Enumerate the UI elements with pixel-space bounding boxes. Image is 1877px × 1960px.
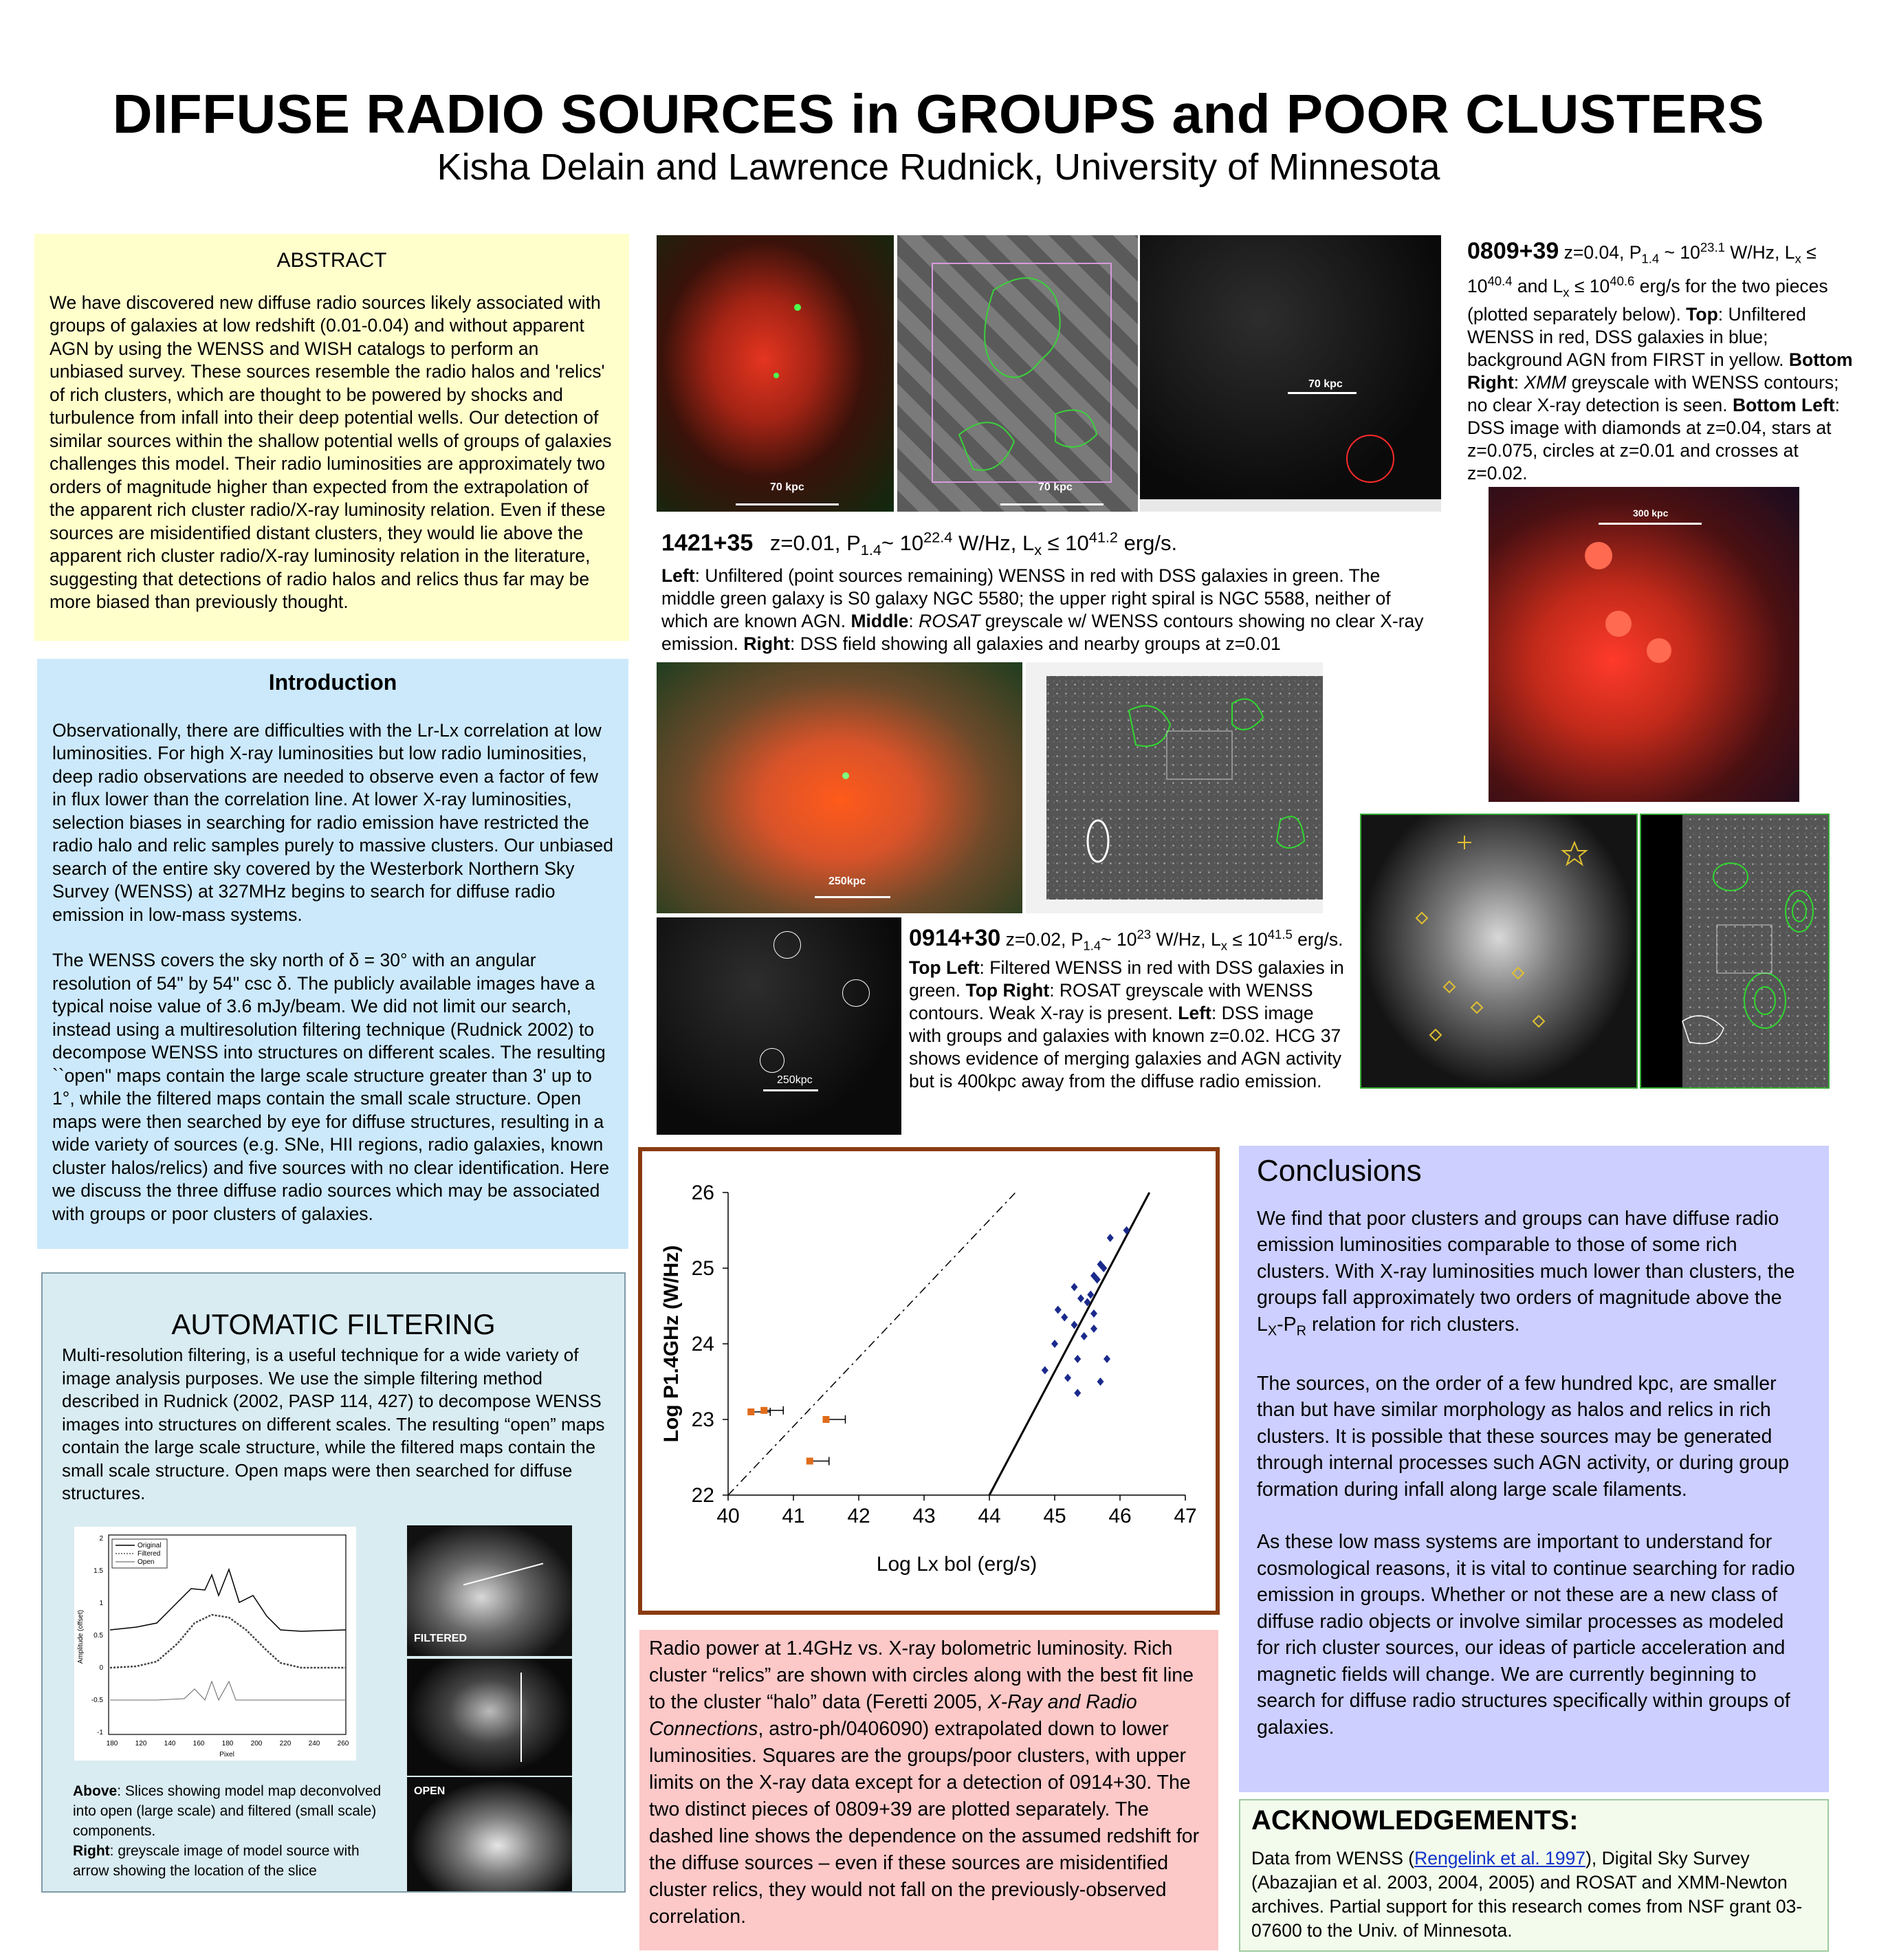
slice-xtick: 120	[135, 1740, 147, 1747]
relic-point	[1097, 1378, 1104, 1386]
slice-xtick: 180	[106, 1740, 118, 1747]
caption-right-label: Right	[73, 1843, 110, 1859]
image-0914-dss-field	[657, 917, 901, 1135]
slice-ytick: -1	[97, 1729, 103, 1736]
relic-point	[1090, 1309, 1097, 1318]
y-tick-label: 22	[691, 1484, 714, 1507]
image-0914-wenss-dss	[657, 662, 1022, 913]
slice-ylabel: Amplitude (offset)	[77, 1609, 85, 1664]
slice-xtick: 180	[221, 1740, 234, 1747]
slice-ytick: 1	[99, 1600, 103, 1607]
x-tick-label: 43	[912, 1505, 936, 1527]
image-0809-xmm-contours	[1640, 814, 1830, 1089]
caption-0809: 0809+39 z=0.04, $P_{1.4}$ ~ $10^{23.1}$ W/Hz, $L_x \le 10^{40.4}$ and $L_x \le 10^{40.6}$ erg/s for the two pieces (plotted separately below). Top: Unfiltered WENSS in red, DSS galaxies in blue; background AGN from FIRST in yellow. Bottom Right: XMM greyscale with WENSS contours; no clear X-ray detection is seen. Bottom Left: DSS image with diamonds at z=0.04, stars at z=0.075, circles at z=0.01 and crosses at z=0.02.	[1467, 237, 1853, 484]
group-point	[823, 1416, 830, 1423]
model-image-slice	[407, 1659, 572, 1776]
group-point	[760, 1407, 767, 1414]
relic-point	[1061, 1314, 1068, 1322]
conclusions-paragraph-3: As these low mass systems are important to understand for cosmological reasons, it is vital to continue searching for radio emission in groups. Whether or not these are a new class of diffuse radio objects or involve similar processes as modeled for rich cluster sources, our ideas of particle acceleration and magnetic fields will change. We are currently beginning to search for diffuse radio structures specifically within groups of galaxies.	[1257, 1531, 1795, 1739]
relic-point	[1055, 1306, 1062, 1314]
radio-xray-chart	[638, 1147, 1220, 1615]
abstract-heading: ABSTRACT	[276, 249, 387, 272]
abstract-panel	[34, 234, 629, 641]
acknowledgements-body: Data from WENSS (Rengelink et al. 1997), Digital Sky Survey (Abazajian et al. 2003, 2004, 2005) and ROSAT and XMM-Newton archives. Partial support for this research comes from NSF grant 03-07600 to the Univ. of Minnesota.	[1251, 1848, 1803, 1941]
scale-label: 70 kpc	[770, 481, 804, 493]
slice-xlabel: Pixel	[219, 1751, 234, 1758]
automatic-filtering-caption	[73, 1781, 389, 1881]
group-point	[747, 1408, 754, 1415]
relic-point	[1074, 1355, 1081, 1363]
conclusions-panel	[1239, 1146, 1829, 1792]
source-params-1421: z=0.01, $P_{1.4}\sim$ $10^{22.4}$ W/Hz, $L_x \le 10^{41.2}$ erg/s.	[769, 529, 1178, 559]
scale-label: 70 kpc	[1038, 481, 1073, 493]
x-tick-label: 42	[847, 1505, 870, 1527]
scale-label: 300 kpc	[1633, 508, 1669, 519]
slice-xtick: 200	[250, 1740, 263, 1747]
scale-label: 250kpc	[777, 1074, 813, 1086]
slice-legend-open: Open	[138, 1558, 155, 1566]
slice-ytick: 1.5	[94, 1567, 103, 1575]
relic-point	[1107, 1234, 1114, 1242]
source-params-0809: z=0.04, $P_{1.4}$ ~ $10^{23.1}$ W/Hz, $L_x \le 10^{40.4}$ and $L_x \le 10^{40.6}$ erg/s for the two pieces (plotted separately below).	[1467, 240, 1828, 325]
redshift-dependence-line	[728, 1193, 1016, 1495]
slice-ytick: -0.5	[91, 1697, 103, 1704]
relic-point	[1064, 1374, 1071, 1382]
relic-point	[1042, 1366, 1049, 1375]
relic-point	[1071, 1321, 1078, 1329]
relic-point	[1090, 1325, 1097, 1333]
automatic-filtering-panel	[41, 1272, 626, 1893]
y-tick-label: 23	[691, 1408, 714, 1431]
x-tick-label: 47	[1174, 1505, 1197, 1527]
acknowledgements-heading: ACKNOWLEDGEMENTS:	[1251, 1805, 1579, 1836]
scale-label: 250kpc	[828, 875, 866, 887]
caption-1421-body: Left: Unfiltered (point sources remaining) WENSS in red with DSS galaxies in green. The middle green galaxy is S0 galaxy NGC 5580; the upper right spiral is NGC 5588, neither of which are known AGN. Middle: ROSAT greyscale w/ WENSS contours showing no clear X-ray emission. Right: DSS field showing all galaxies and nearby groups at z=0.01	[661, 565, 1424, 654]
x-tick-label: 45	[1043, 1505, 1066, 1527]
abstract-body: We have discovered new diffuse radio sources likely associated with groups of galaxies at low redshift (0.01-0.04) and without apparent AGN by using the WENSS and WISH catalogs to perform an unbiased survey. These sources resemble the radio halos and 'relics' of rich clusters, which are thought to be powered by shocks and turbulence from infall into their deep potential wells. Our detection of similar sources within the shallow potential wells of groups of galaxies challenges this model. Their radio luminosities are approximately two orders of magnitude higher than expected from the extrapolation of the apparent rich cluster radio/X-ray luminosity relation. Even if these sources are misidentified distant clusters, they would lie above the apparent rich cluster radio/X-ray luminosity relation in the literature, suggesting that detections of radio halos and relics thus far may be more biased than previously thought.	[50, 292, 612, 612]
label-open: OPEN	[414, 1785, 446, 1797]
caption-1421	[661, 526, 1438, 655]
slice-ytick: 2	[99, 1535, 103, 1543]
label-filtered: FILTERED	[414, 1633, 468, 1644]
x-tick-label: 46	[1108, 1505, 1132, 1527]
rengelink-link[interactable]: Rengelink et al. 1997	[1414, 1848, 1586, 1869]
y-axis-label: Log P1.4GHz (W/Hz)	[660, 1245, 683, 1443]
acknowledgements-panel	[1239, 1799, 1829, 1952]
relic-point	[1071, 1283, 1078, 1292]
x-tick-label: 44	[978, 1505, 1001, 1527]
image-0809-dss-field	[1360, 814, 1638, 1089]
chart-svg	[642, 1151, 1216, 1611]
automatic-filtering-heading: AUTOMATIC FILTERING	[171, 1308, 496, 1340]
slice-xtick: 160	[193, 1740, 205, 1747]
conclusions-paragraph-2: The sources, on the order of a few hundred kpc, are smaller than but have similar morphology as halos and relics in rich clusters. It is possible that these sources may be generated through internal processes such AGN activity, or during group formation during infall along large scale filaments.	[1257, 1372, 1790, 1501]
group-point	[806, 1458, 813, 1465]
slice-plot	[74, 1527, 356, 1761]
automatic-filtering-body: Multi-resolution filtering, is a useful technique for a wide variety of image analysis purposes. We use the simple filtering method described in Rudnick (2002, PASP 114, 427) to decompose WENSS images into structures on different scales. The resulting “open” maps contain the large scale structure, while the filtered maps contain the small scale structure. Open maps were then searched for diffuse structures.	[62, 1344, 605, 1503]
image-0809-wenss-dss	[1489, 487, 1799, 802]
caption-right-text: : greyscale image of model source with arrow showing the location of the slice	[73, 1843, 360, 1879]
source-name-0914: 0914+30	[909, 924, 1001, 951]
slice-ytick: 0	[99, 1664, 103, 1672]
x-axis-label: Log Lx bol (erg/s)	[876, 1553, 1038, 1576]
relic-point	[1104, 1355, 1110, 1363]
slice-xtick: 260	[337, 1740, 349, 1747]
introduction-paragraph-1: Observationally, there are difficulties with the Lr-Lx correlation at low luminosities. For high X-ray luminosities but low radio luminosities, deep radio observations are needed to observe even a factor of few in flux lower than the correlation line. At lower X-ray luminosities, selection biases in searching for radio emission have restricted the radio halo and relic samples purely to massive clusters. Our unbiased search of the entire sky covered by the Westerbork Northern Sky Survey (WENSS) at 327MHz begins to search for diffuse radio emission in low-mass systems.	[52, 719, 614, 925]
slice-legend-original: Original	[138, 1542, 162, 1549]
poster-title: DIFFUSE RADIO SOURCES in GROUPS and POOR CLUSTERS	[112, 83, 1765, 144]
halo-fit-line	[989, 1193, 1150, 1495]
image-1421-rosat-contours	[897, 235, 1138, 512]
y-tick-label: 25	[691, 1257, 714, 1280]
image-1421-wenss-dss	[657, 235, 894, 512]
image-0914-rosat-contours	[1026, 662, 1323, 913]
introduction-heading: Introduction	[268, 670, 397, 695]
caption-above-text: : Slices showing model map deconvolved into open (large scale) and filtered (small scale) components.	[73, 1783, 382, 1839]
relic-point	[1074, 1389, 1081, 1397]
y-tick-label: 26	[691, 1182, 714, 1204]
caption-0914: 0914+30 z=0.02, $P_{1.4}\sim$ $10^{23}$ W/Hz, $L_x \le 10^{41.5}$ erg/s. Top Left: Filtered WENSS in red with DSS galaxies in green. Top Right: ROSAT greyscale with WENSS contours. Weak X-ray is present. Left: DSS image with groups and galaxies with known z=0.02. HCG 37 shows evidence of merging galaxies and AGN activity but is 400kpc away from the diffuse radio emission.	[909, 924, 1344, 1092]
chart-caption: Radio power at 1.4GHz vs. X-ray bolometric luminosity. Rich cluster “relics” are shown with circles along with the best fit line to the cluster “halo” data (Feretti 2005, X-Ray and Radio Connections, astro-ph/0406090) extrapolated down to lower luminosities. Squares are the groups/poor clusters, with upper limits on the X-ray data except for a detection of 0914+30. The two distinct pieces of 0809+39 are plotted separately. The dashed line shows the dependence on the assumed redshift for the diffuse sources – even if these sources are misidentified cluster relics, they would not fall on the previously-observed correlation.	[639, 1630, 1218, 1950]
source-params-0914: z=0.02, $P_{1.4}\sim$ $10^{23}$ W/Hz, $L_x \le 10^{41.5}$ erg/s.	[1000, 927, 1343, 953]
source-name-1421: 1421+35	[661, 530, 754, 556]
slice-legend-filtered: Filtered	[138, 1550, 161, 1558]
slice-xtick: 140	[164, 1740, 176, 1747]
x-tick-label: 40	[716, 1505, 740, 1527]
slice-ytick: 0.5	[94, 1632, 103, 1640]
slice-xtick: 240	[308, 1740, 320, 1747]
conclusions-paragraph-1: We find that poor clusters and groups can have diffuse radio emission luminosities comparable to those of some rich clusters. With X-ray luminosities much lower than clusters, the groups fall approximately two orders of magnitude above the $L_X-P_R$ relation for rich clusters.	[1257, 1207, 1795, 1339]
source-name-0809: 0809+39	[1467, 237, 1559, 264]
scale-label: 70 kpc	[1308, 378, 1343, 390]
relic-point	[1051, 1340, 1058, 1348]
caption-above-label: Above	[73, 1783, 118, 1799]
relic-point	[1077, 1294, 1084, 1303]
y-tick-label: 24	[691, 1333, 714, 1355]
relic-point	[1081, 1332, 1088, 1340]
conclusions-heading: Conclusions	[1257, 1154, 1422, 1188]
introduction-panel	[37, 659, 628, 1249]
slice-xtick: 220	[279, 1740, 292, 1747]
introduction-paragraph-2: The WENSS covers the sky north of δ = 30° with an angular resolution of 54" by 54" csc δ. The publicly available images have a typical noise value of 3.6 mJy/beam. We did not limit our search, instead using a multiresolution filtering technique (Rudnick 2002) to decompose WENSS into structures on different scales. The resulting ``open" maps contain the large scale structure greater than 3' up to 1°, while the filtered maps contain the small scale structure. Open maps were then searched by eye for diffuse structures, resulting in a wide variety of sources (e.g. SNe, HII regions, radio galaxies, known cluster halos/relics) and five sources with no clear identification. Here we discuss the three diffuse radio sources which may be associated with groups or poor clusters of galaxies.	[52, 950, 610, 1224]
image-1421-dss-field	[1140, 235, 1441, 512]
poster-authors: Kisha Delain and Lawrence Rudnick, University of Minnesota	[437, 146, 1440, 188]
x-tick-label: 41	[782, 1505, 805, 1527]
